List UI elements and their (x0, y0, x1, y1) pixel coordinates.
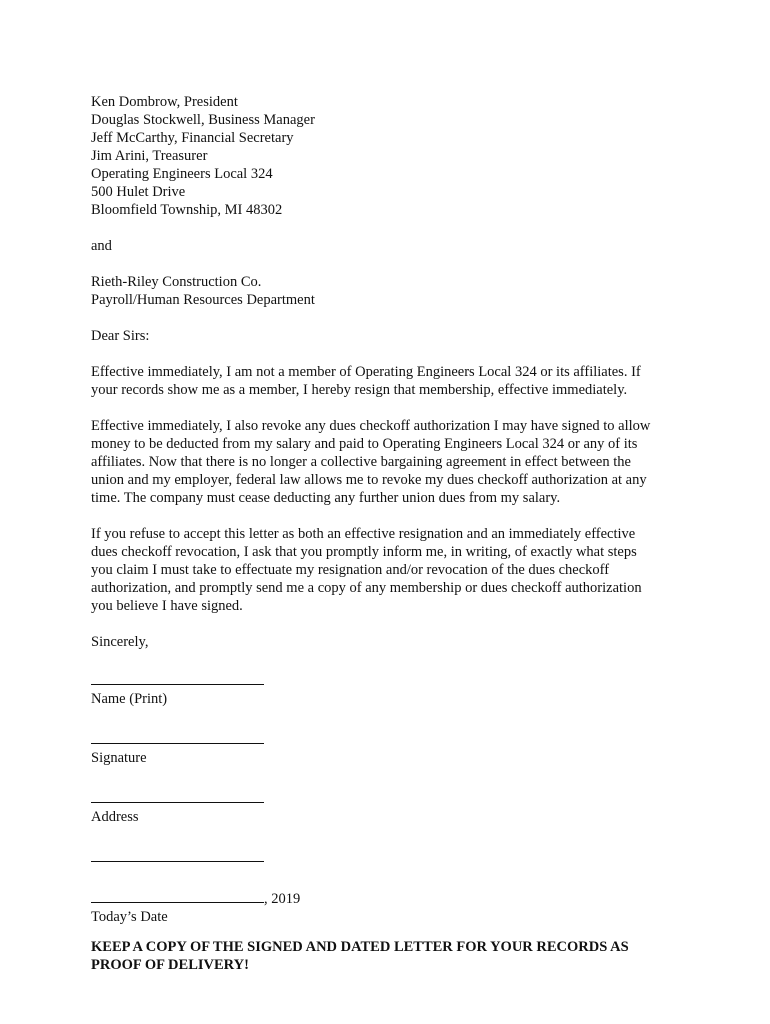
signature-field[interactable] (91, 728, 691, 767)
address-field[interactable] (91, 787, 691, 826)
paragraph-resignation (91, 363, 691, 399)
recipient-block (91, 93, 691, 219)
notice-line: PROOF OF DELIVERY! (91, 957, 249, 973)
address-line-2-field[interactable] (91, 846, 691, 867)
paragraph-line: Effective immediately, I am not a member of Operating Engineers Local 324 or its affiliates. If (91, 364, 641, 380)
name-blank-line[interactable] (91, 669, 264, 685)
paragraph-revocation (91, 417, 691, 507)
paragraph-line: affiliates. Now that there is no longer a collective bargaining agreement in effect between the (91, 454, 631, 470)
address-label: Address (91, 809, 139, 825)
paragraph-line: time. The company must cease deducting any further union dues from my salary. (91, 490, 561, 506)
name-field[interactable] (91, 669, 691, 708)
recipient-line: Douglas Stockwell, Business Manager (91, 112, 315, 128)
recipient-line: Bloomfield Township, MI 48302 (91, 202, 283, 218)
date-field[interactable] (91, 887, 691, 926)
paragraph-line: you claim I must take to effectuate my resignation and/or revocation of the dues checkoff (91, 562, 610, 578)
recipient-line: 500 Hulet Drive (91, 184, 186, 200)
year-suffix: , 2019 (264, 891, 301, 907)
letter-body (91, 93, 691, 974)
signature-blank-line[interactable] (91, 728, 264, 744)
paragraph-line: authorization, and promptly send me a copy of any membership or dues checkoff authorization (91, 580, 642, 596)
recipient-line: Jeff McCarthy, Financial Secretary (91, 130, 294, 146)
paragraph-line: If you refuse to accept this letter as both an effective resignation and an immediately effective (91, 526, 636, 542)
closing: Sincerely, (91, 634, 149, 650)
paragraph-line: your records show me as a member, I hereby resign that membership, effective immediately. (91, 382, 628, 398)
address-blank-line[interactable] (91, 787, 264, 803)
paragraph-line: you believe I have signed. (91, 598, 243, 614)
name-label: Name (Print) (91, 691, 168, 707)
employer-line: Payroll/Human Resources Department (91, 292, 315, 308)
recipient-line: Jim Arini, Treasurer (91, 148, 208, 164)
recipient-line: Operating Engineers Local 324 (91, 166, 273, 182)
notice-line: KEEP A COPY OF THE SIGNED AND DATED LETTER FOR YOUR RECORDS AS (91, 939, 629, 955)
paragraph-line: money to be deducted from my salary and paid to Operating Engineers Local 324 or any of its (91, 436, 638, 452)
date-label: Today’s Date (91, 909, 168, 925)
employer-block (91, 273, 691, 309)
footer-notice (91, 938, 691, 974)
paragraph-line: dues checkoff revocation, I ask that you promptly inform me, in writing, of exactly what steps (91, 544, 637, 560)
paragraph-line: Effective immediately, I also revoke any dues checkoff authorization I may have signed to allow (91, 418, 651, 434)
employer-line: Rieth-Riley Construction Co. (91, 274, 262, 290)
recipient-line: Ken Dombrow, President (91, 94, 238, 110)
date-blank-line[interactable] (91, 887, 264, 903)
address-blank-line-2[interactable] (91, 846, 264, 862)
paragraph-line: union and my employer, federal law allows me to revoke my dues checkoff authorization at any (91, 472, 647, 488)
salutation: Dear Sirs: (91, 328, 150, 344)
signature-label: Signature (91, 750, 147, 766)
conjunction: and (91, 238, 112, 254)
paragraph-refusal (91, 525, 691, 615)
